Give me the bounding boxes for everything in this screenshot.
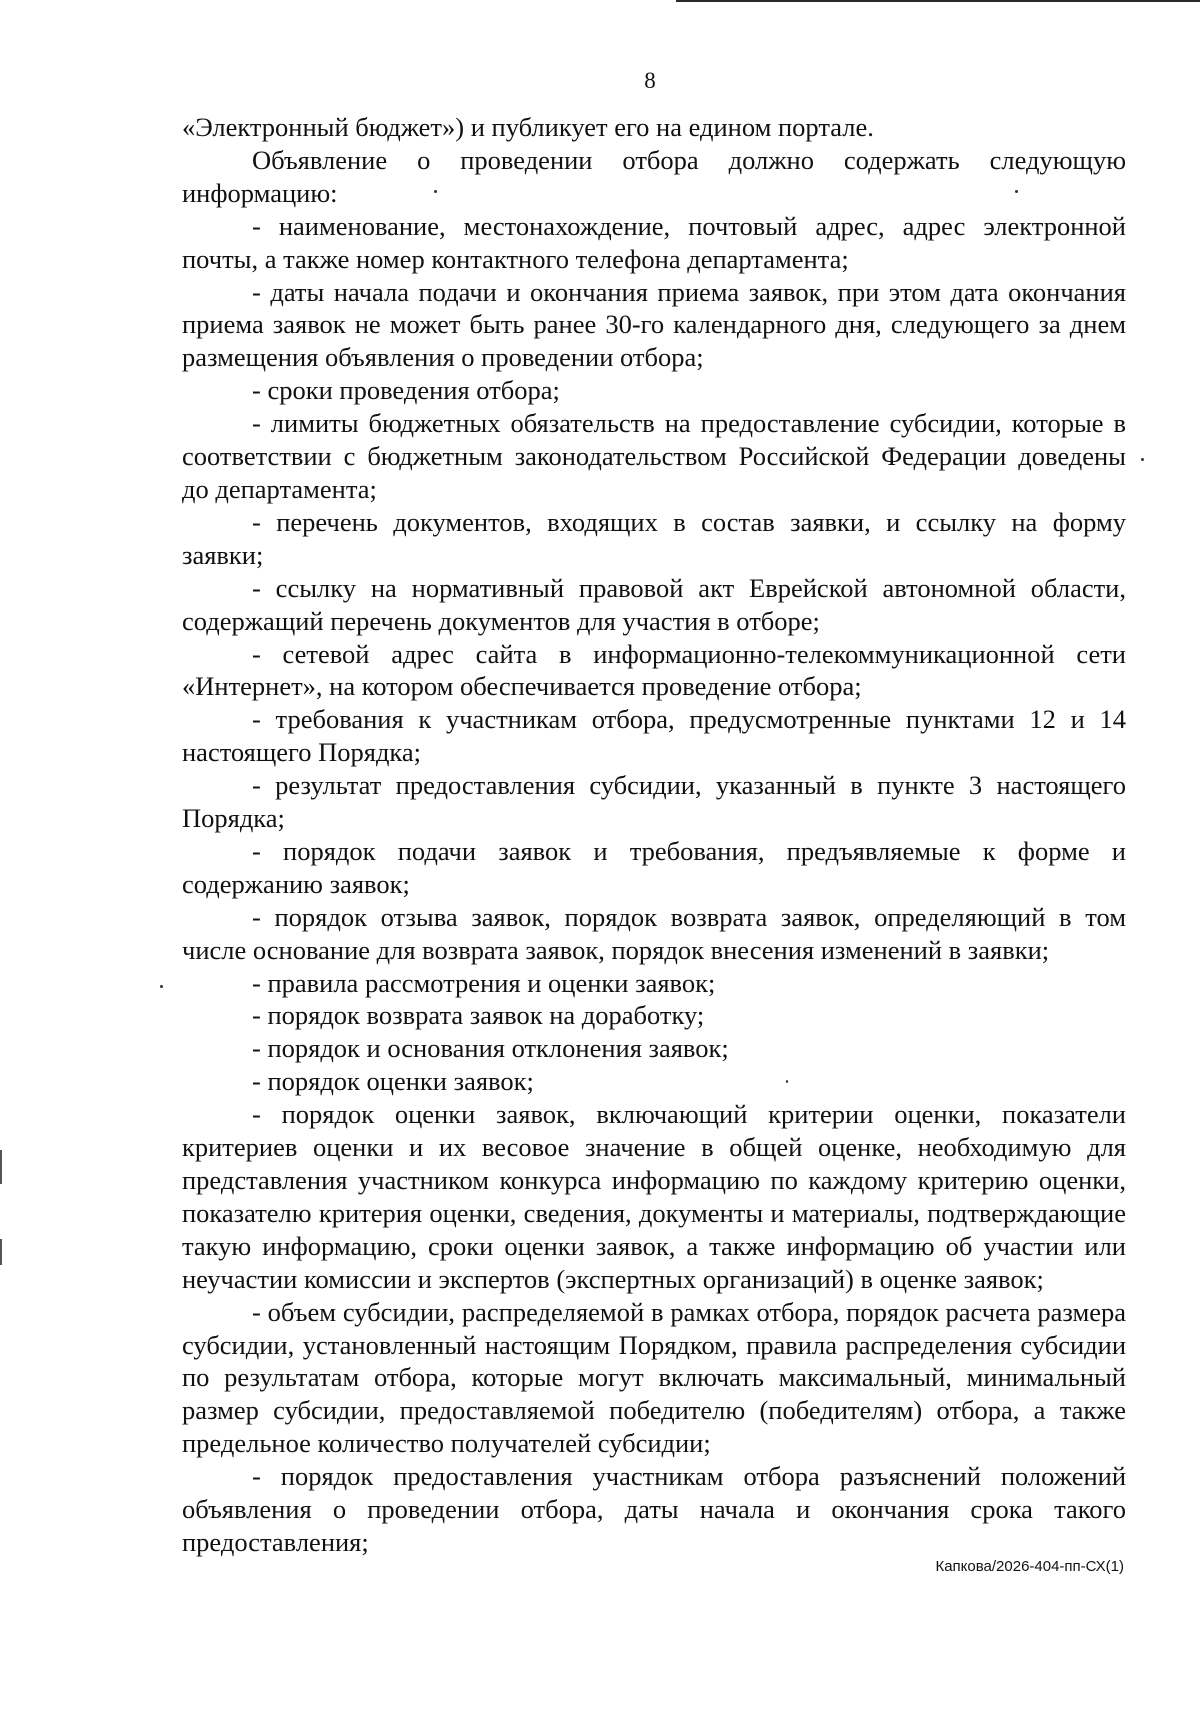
list-item-subsidy-result: - результат предоставления субсидии, указанный в пункте 3 настоящего Порядка;: [182, 770, 1126, 834]
list-item-return-for-revision: - порядок возврата заявок на доработку;: [252, 1000, 705, 1031]
list-item-evaluation-procedure: - порядок оценки заявок;: [252, 1066, 534, 1097]
document-code: Капкова/2026-404-пп-СХ(1): [935, 1558, 1124, 1575]
list-item-application-dates: - даты начала подачи и окончания приема заявок, при этом дата окончания приема заявок не может быть ранее 30-го календарного дня, следующего за днем размещения объявления о проведении отбора;: [182, 276, 1126, 373]
document-body: [182, 111, 1126, 1559]
scan-speck: [786, 1080, 788, 1083]
list-item-withdrawal-procedure: - порядок отзыва заявок, порядок возврата заявок, определяющий в том числе основание для возврата заявок, порядок внесения изменений в заявки;: [182, 901, 1126, 965]
list-item-department-contacts: - наименование, местонахождение, почтовый адрес, адрес электронной почты, а также номер контактного телефона департамента;: [182, 210, 1126, 274]
top-edge-rule: [676, 0, 1200, 2]
scan-speck: [434, 190, 437, 193]
scan-speck: [1141, 458, 1144, 461]
list-item-website-address: - сетевой адрес сайта в информационно-телекоммуникационной сети «Интернет», на котором обеспечивается проведение отбора;: [182, 638, 1126, 702]
scan-speck: [160, 985, 163, 988]
list-item-legal-act-link: - ссылку на нормативный правовой акт Еврейской автономной области, содержащий перечень документов для участия в отборе;: [182, 572, 1126, 636]
list-item-subsidy-volume: - объем субсидии, распределяемой в рамках отбора, порядок расчета размера субсидии, установленный настоящим Порядком, правила распределения субсидии по результатам отбора, которые могут включать максимальный, минимальный размер субсидии, предоставляемой победителю (победителям) отбора, а также предельное количество получателей субсидии;: [182, 1296, 1126, 1459]
margin-mark: [0, 1150, 2, 1184]
list-item-selection-terms: - сроки проведения отбора;: [252, 375, 560, 406]
list-item-rejection-grounds: - порядок и основания отклонения заявок;: [252, 1033, 729, 1064]
paragraph-announcement-contents: Объявление о проведении отбора должно содержать следующую информацию:: [182, 144, 1126, 208]
list-item-submission-procedure: - порядок подачи заявок и требования, предъявляемые к форме и содержанию заявок;: [182, 835, 1126, 899]
list-item-clarifications: - порядок предоставления участникам отбора разъяснений положений объявления о проведении отбора, даты начала и окончания срока такого предоставления;: [182, 1461, 1126, 1557]
list-item-review-rules: - правила рассмотрения и оценки заявок;: [252, 967, 716, 998]
list-item-budget-limits: - лимиты бюджетных обязательств на предоставление субсидии, которые в соответствии с бюджетным законодательством Российской Федерации доведены до департамента;: [182, 408, 1126, 504]
page-number: 8: [644, 68, 656, 93]
list-item-participant-requirements: - требования к участникам отбора, предусмотренные пунктами 12 и 14 настоящего Порядка;: [182, 704, 1126, 768]
paragraph-intro-continuation: «Электронный бюджет») и публикует его на едином портале.: [182, 112, 874, 142]
margin-mark: [0, 1239, 2, 1265]
list-item-document-list: - перечень документов, входящих в состав заявки, и ссылку на форму заявки;: [182, 506, 1126, 570]
scan-speck: [1015, 190, 1018, 193]
list-item-evaluation-criteria: - порядок оценки заявок, включающий критерии оценки, показатели критериев оценки и их весовое значение в общей оценке, необходимую для представления участником конкурса информацию по каждому критерию оценки, показателю критерия оценки, сведения, документы и материалы, подтверждающие такую информацию, сроки оценки заявок, а также информацию об участии или неучастии комиссии и экспертов (экспертных организаций) в оценке заявок;: [182, 1099, 1126, 1294]
